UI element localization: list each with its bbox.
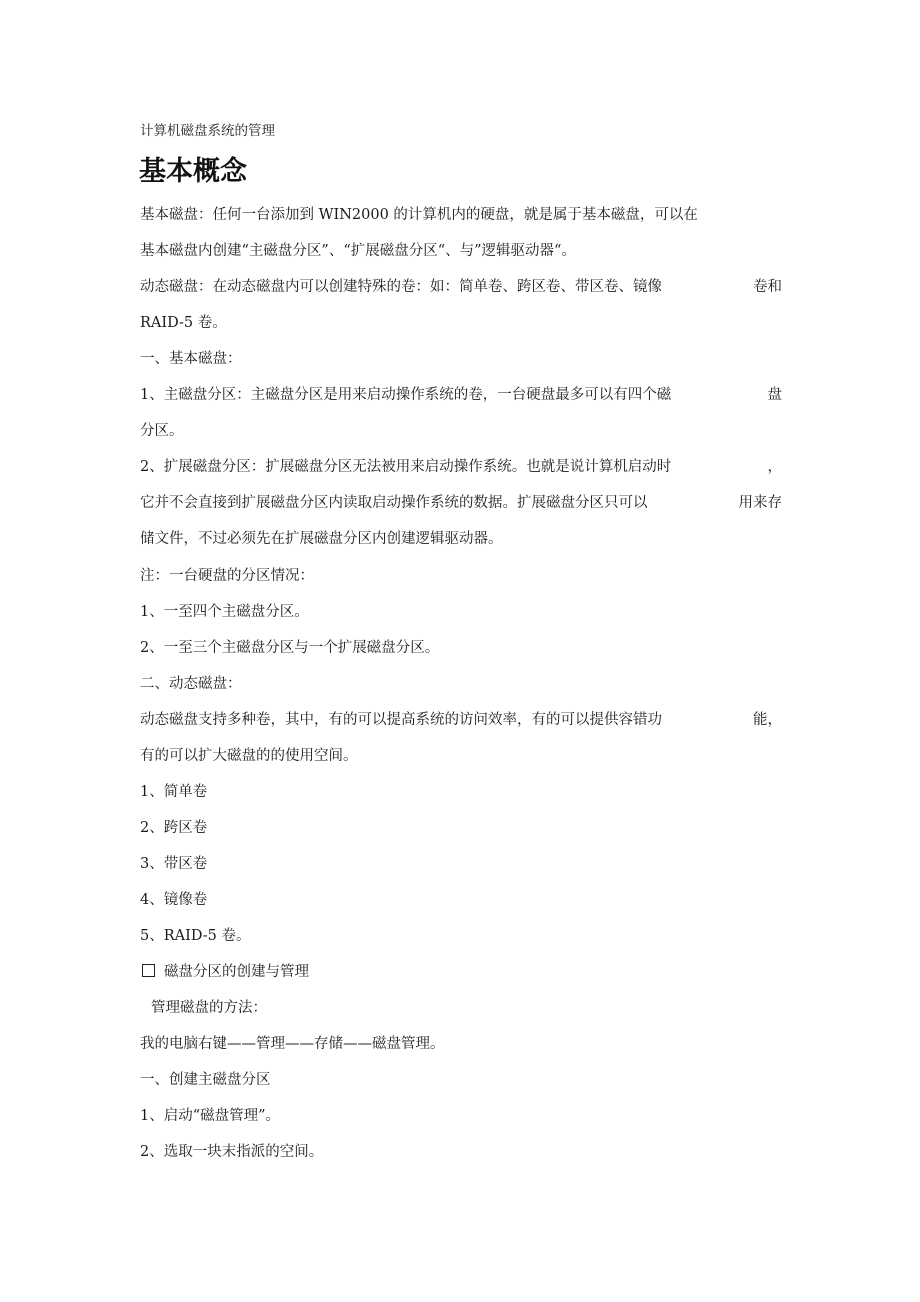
paragraph-line: 基本磁盘：任何一台添加到 WIN2000 的计算机内的硬盘，就是属于基本磁盘，可以在: [140, 207, 698, 223]
list-item: 5、RAID-5 卷。: [140, 928, 251, 944]
paragraph-line: 我的电脑右键——管理——存储——磁盘管理。: [140, 1036, 445, 1052]
paragraph-line: 基本磁盘内创建“主磁盘分区”、“扩展磁盘分区“、与”逻辑驱动器“。: [140, 243, 576, 259]
text-segment: 能，: [753, 712, 782, 728]
section-title: 二、动态磁盘：: [140, 676, 242, 692]
text-segment: 盘: [767, 387, 782, 403]
paragraph-line: [140, 710, 782, 730]
text-segment: 动态磁盘：在动态磁盘内可以创建特殊的卷：如：简单卷、跨区卷、带区卷、镜像: [140, 279, 662, 295]
list-item: 4、镜像卷: [140, 892, 208, 908]
note-line: 注：一台硬盘的分区情况：: [140, 568, 314, 584]
paragraph-line: [140, 277, 782, 297]
text-segment: 动态磁盘支持多种卷，其中，有的可以提高系统的访问效率，有的可以提供容错功: [140, 712, 662, 728]
document-title: 计算机磁盘系统的管理: [140, 123, 275, 139]
paragraph-line: 管理磁盘的方法：: [151, 1000, 267, 1016]
text-segment: 卷和: [753, 279, 782, 295]
text-segment: 它并不会直接到扩展磁盘分区内读取启动操作系统的数据。扩展磁盘分区只可以: [140, 495, 648, 511]
list-item: 2、一至三个主磁盘分区与一个扩展磁盘分区。: [140, 640, 440, 656]
paragraph-line: 储文件，不过必须先在扩展磁盘分区内创建逻辑驱动器。: [140, 531, 503, 547]
paragraph-line: [140, 457, 782, 477]
checkbox-square-icon: [142, 964, 155, 977]
paragraph-line: [140, 493, 782, 513]
list-item: 3、带区卷: [140, 856, 208, 872]
list-item: 1、启动“磁盘管理”。: [140, 1108, 281, 1124]
list-item: 2、选取一块末指派的空间。: [140, 1144, 324, 1160]
paragraph-line: 分区。: [140, 423, 184, 439]
text-segment: 用来存: [738, 495, 782, 511]
section-title: 一、基本磁盘：: [140, 351, 242, 367]
section-heading: 基本概念: [139, 156, 247, 187]
list-item: 1、简单卷: [140, 784, 208, 800]
section-title: 一、创建主磁盘分区: [140, 1072, 271, 1088]
text-segment: ，: [767, 459, 782, 475]
paragraph-line: [140, 385, 782, 405]
list-item: 2、跨区卷: [140, 820, 208, 836]
paragraph-line: 有的可以扩大磁盘的的使用空间。: [140, 748, 358, 764]
text-segment: 1、主磁盘分区：主磁盘分区是用来启动操作系统的卷，一台硬盘最多可以有四个磁: [140, 387, 672, 403]
list-item: 1、一至四个主磁盘分区。: [140, 604, 309, 620]
checkbox-heading: [140, 962, 782, 982]
text-segment: 2、扩展磁盘分区：扩展磁盘分区无法被用来启动操作系统。也就是说计算机启动时: [140, 459, 672, 475]
paragraph-line: RAID-5 卷。: [140, 315, 227, 331]
checkbox-heading-label: 磁盘分区的创建与管理: [164, 964, 309, 980]
